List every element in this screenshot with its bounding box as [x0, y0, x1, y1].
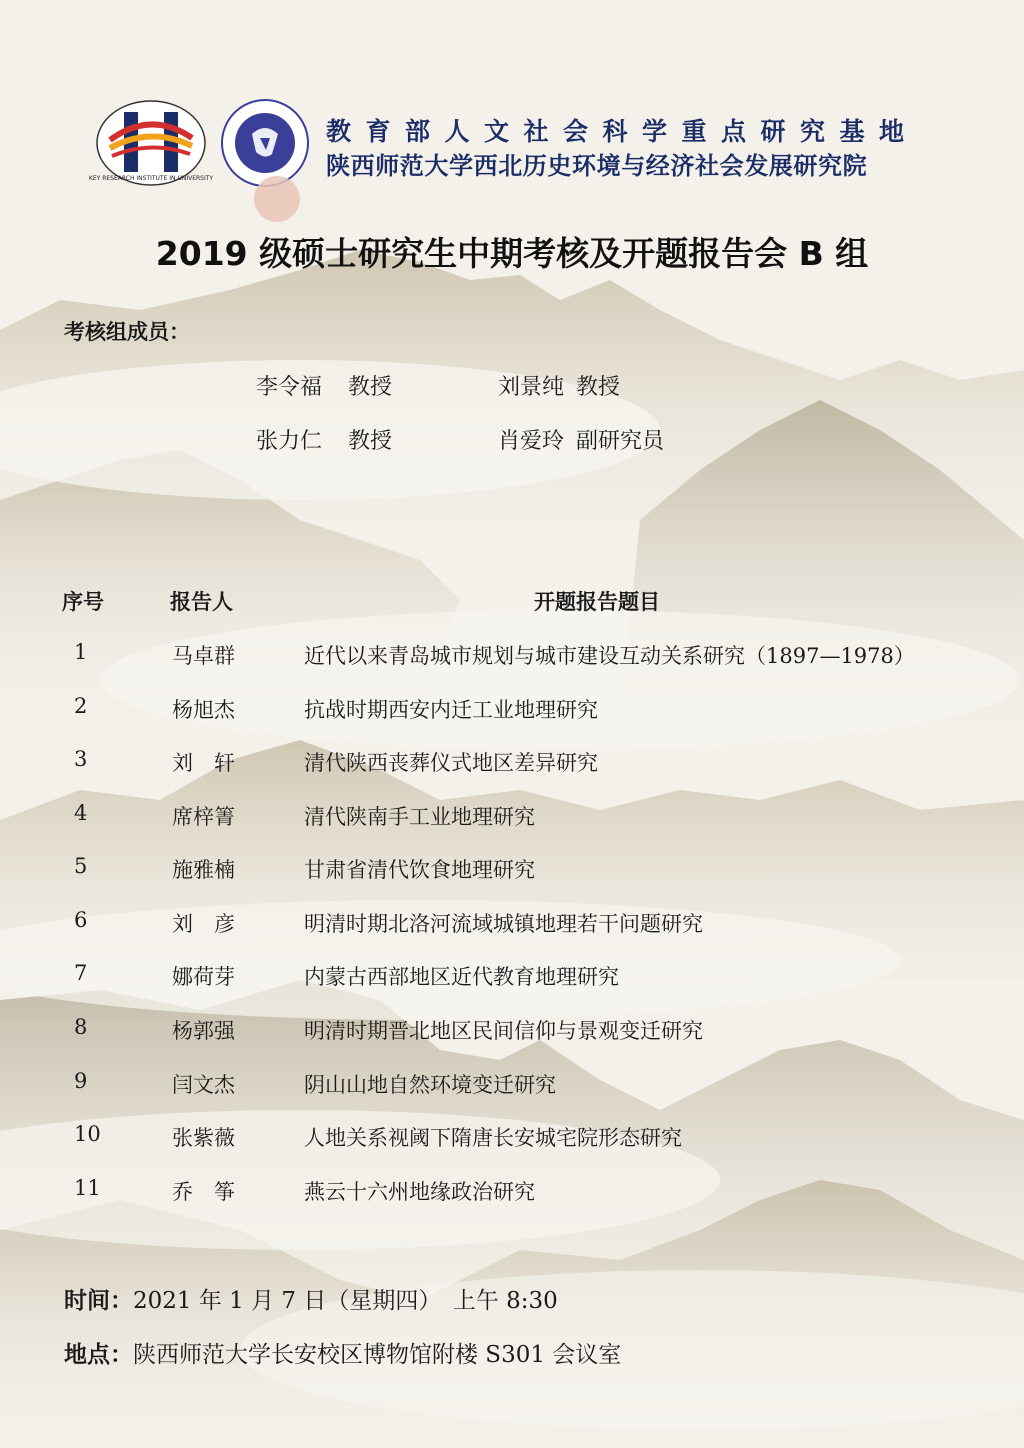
row-reporter: 娜荷芽: [172, 965, 235, 989]
member-name: 肖爱玲: [498, 429, 565, 454]
table-row: [0, 640, 1024, 680]
member-name: 张力仁: [256, 429, 323, 454]
committee-member: [256, 424, 392, 455]
committee-member: [498, 370, 620, 401]
member-title: 教授: [576, 375, 621, 400]
red-seal-mark: [254, 176, 300, 222]
institute-seal-logo: [220, 98, 310, 188]
member-name: 刘景纯: [498, 375, 565, 400]
row-topic: 燕云十六州地缘政治研究: [304, 1180, 535, 1204]
row-number: 11: [74, 1176, 101, 1200]
row-topic: 近代以来青岛城市规划与城市建设互动关系研究（1897—1978）: [304, 644, 915, 668]
table-row: [0, 747, 1024, 787]
time-value: 2021 年 1 月 7 日（星期四） 上午 8:30: [133, 1288, 558, 1314]
member-title: 副研究员: [576, 429, 665, 454]
row-reporter: 刘 轩: [172, 751, 235, 775]
row-topic: 阴山山地自然环境变迁研究: [304, 1073, 556, 1097]
table-row: [0, 961, 1024, 1001]
column-header-reporter: 报告人: [170, 590, 233, 614]
row-reporter: 杨旭杰: [172, 698, 235, 722]
logo1-caption: KEY RESEARCH INSTITUTE IN UNIVERSITY: [88, 175, 214, 182]
committee-member: [498, 424, 664, 455]
table-row: [0, 1015, 1024, 1055]
member-title: 教授: [348, 429, 393, 454]
row-number: 4: [74, 801, 88, 825]
table-row: [0, 801, 1024, 841]
table-row: [0, 908, 1024, 948]
committee-label: 考核组成员：: [64, 320, 190, 344]
row-number: 9: [74, 1069, 88, 1093]
row-number: 8: [74, 1015, 88, 1039]
row-reporter: 闫文杰: [172, 1073, 235, 1097]
table-row: [0, 854, 1024, 894]
place-label: 地点：: [64, 1342, 133, 1368]
row-number: 2: [74, 694, 88, 718]
row-topic: 甘肃省清代饮食地理研究: [304, 858, 535, 882]
row-number: 6: [74, 908, 88, 932]
table-row: [0, 1069, 1024, 1109]
row-reporter: 席梓箐: [172, 805, 235, 829]
page-title: 2019 级硕士研究生中期考核及开题报告会 B 组: [155, 234, 869, 273]
time-label: 时间：: [64, 1288, 133, 1314]
row-reporter: 施雅楠: [172, 858, 235, 882]
key-research-institute-logo: [88, 100, 214, 186]
row-number: 10: [74, 1122, 101, 1146]
institute-name-line2: 陕西师范大学西北历史环境与经济社会发展研究院: [326, 152, 868, 180]
column-header-topic: 开题报告题目: [534, 590, 660, 614]
row-topic: 内蒙古西部地区近代教育地理研究: [304, 965, 619, 989]
table-row: [0, 694, 1024, 734]
committee-member: [256, 370, 392, 401]
row-topic: 清代陕西丧葬仪式地区差异研究: [304, 751, 598, 775]
row-topic: 清代陕南手工业地理研究: [304, 805, 535, 829]
institute-name-line1: 教育部人文社会科学重点研究基地: [326, 117, 919, 146]
row-number: 7: [74, 961, 88, 985]
member-title: 教授: [348, 375, 393, 400]
table-row: [0, 1122, 1024, 1162]
place-value: 陕西师范大学长安校区博物馆附楼 S301 会议室: [133, 1342, 622, 1368]
meeting-place: [64, 1336, 621, 1369]
row-reporter: 杨郭强: [172, 1019, 235, 1043]
column-header-number: 序号: [62, 590, 104, 614]
table-row: [0, 1176, 1024, 1216]
meeting-time: [64, 1282, 558, 1315]
row-number: 5: [74, 854, 88, 878]
row-reporter: 马卓群: [172, 644, 235, 668]
row-number: 3: [74, 747, 88, 771]
row-topic: 明清时期北洛河流域城镇地理若干问题研究: [304, 912, 703, 936]
row-reporter: 刘 彦: [172, 912, 235, 936]
row-topic: 人地关系视阈下隋唐长安城宅院形态研究: [304, 1126, 682, 1150]
row-reporter: 乔 筝: [172, 1180, 235, 1204]
row-number: 1: [74, 640, 88, 664]
row-topic: 抗战时期西安内迁工业地理研究: [304, 698, 598, 722]
row-reporter: 张紫薇: [172, 1126, 235, 1150]
row-topic: 明清时期晋北地区民间信仰与景观变迁研究: [304, 1019, 703, 1043]
member-name: 李令福: [256, 375, 323, 400]
